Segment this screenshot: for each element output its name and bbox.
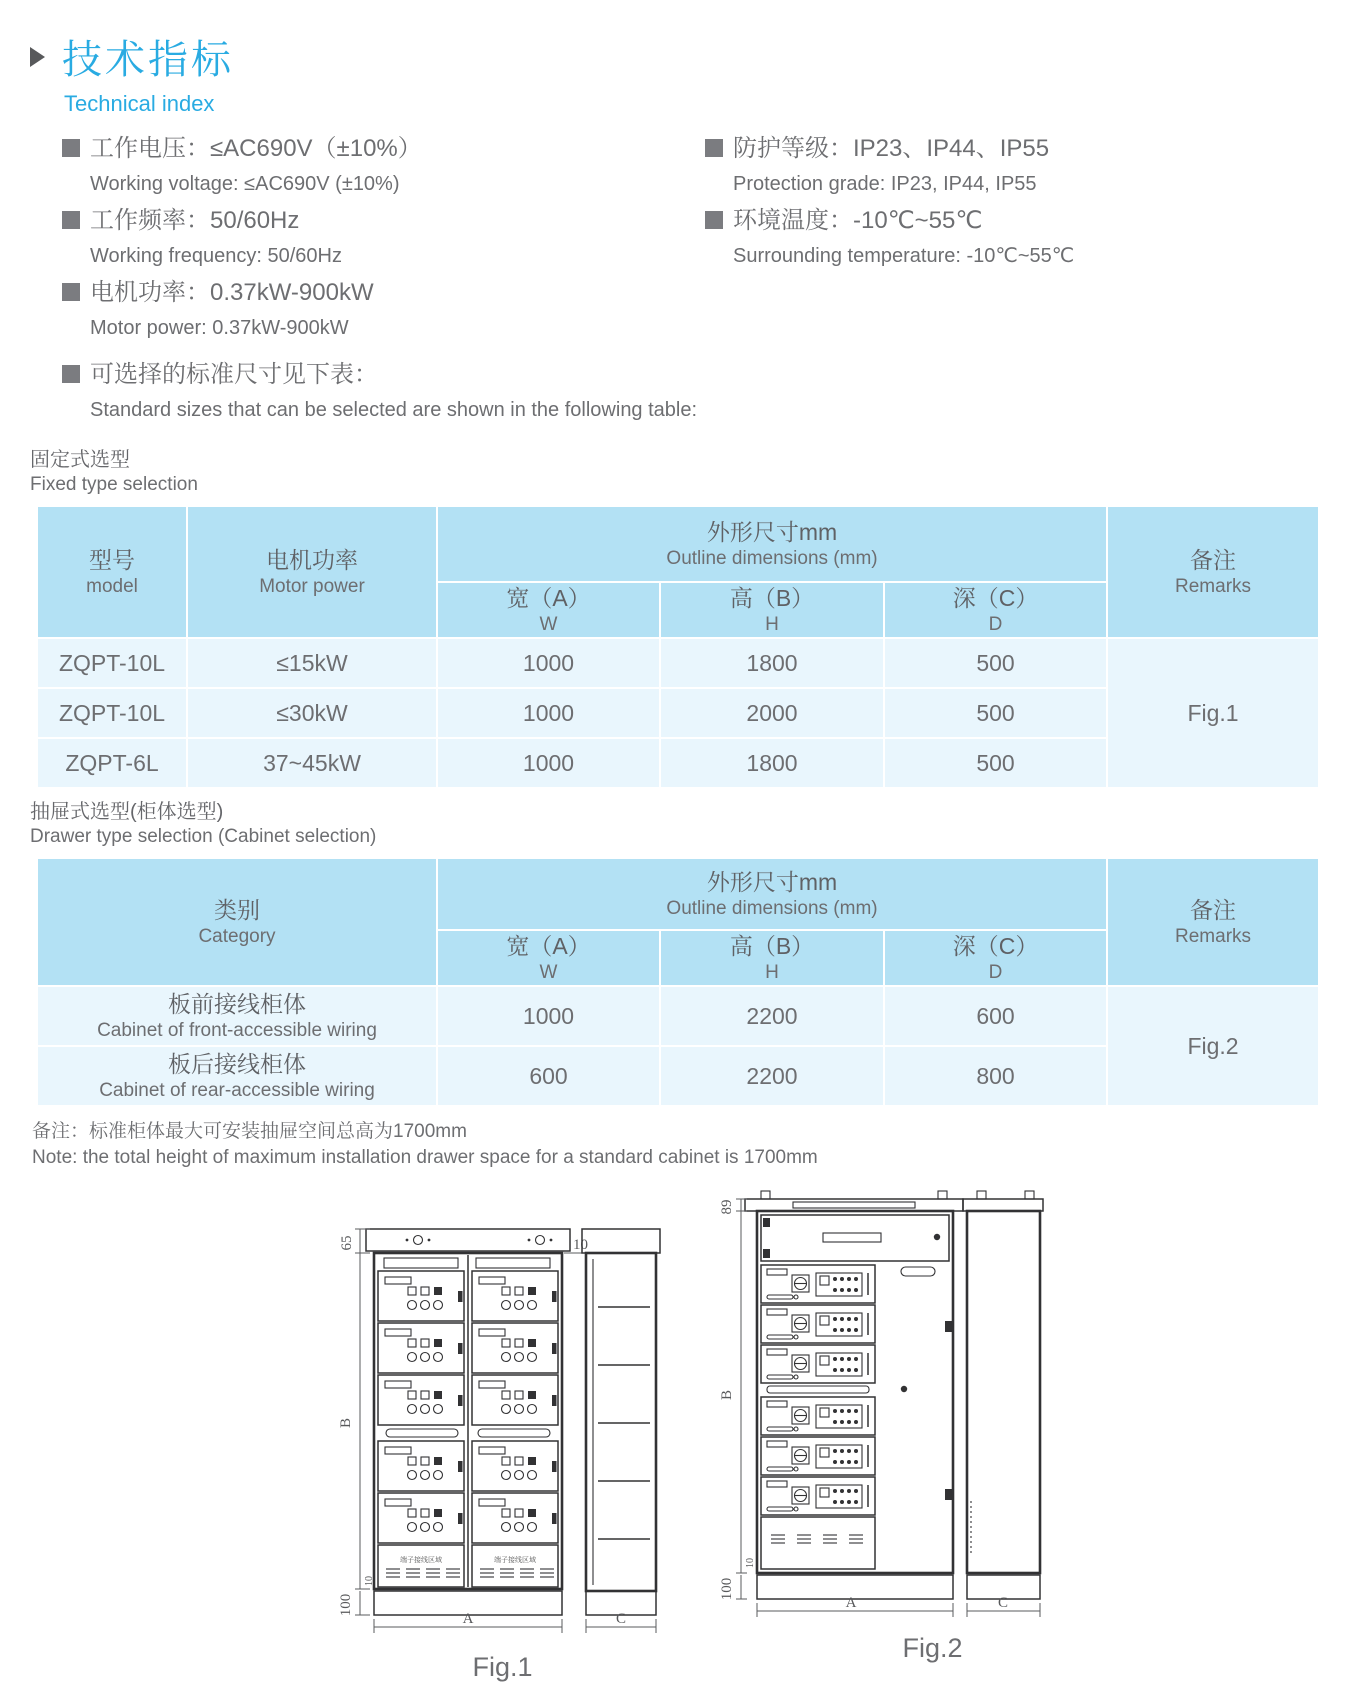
header-width: 宽（A） W <box>438 583 659 637</box>
spec-zh: 工作频率：50/60Hz <box>90 207 300 234</box>
cell-model: ZQPT-10L <box>38 639 186 687</box>
figures <box>0 1171 1357 1691</box>
cell-model: ZQPT-6L <box>38 739 186 787</box>
bullet-square-icon <box>62 283 80 301</box>
fig1-dim-10-small: 10 <box>364 1576 375 1586</box>
cell-category: 板前接线柜体 Cabinet of front-accessible wiring <box>38 987 436 1045</box>
fig2-dim-89: 89 <box>719 1199 735 1215</box>
fig1-drawing <box>330 1215 675 1645</box>
fig1-caption: Fig.1 <box>472 1652 533 1682</box>
fig1-dim-A: A <box>462 1611 474 1627</box>
fig2-caption: Fig.2 <box>902 1633 963 1663</box>
fixed-type-table <box>36 505 1320 789</box>
section-marker-icon <box>30 47 45 67</box>
fig2-dim-B: B <box>719 1389 735 1401</box>
header-depth: 深（C） D <box>885 583 1106 637</box>
cell-depth: 500 <box>885 689 1106 737</box>
header-depth: 深（C） D <box>885 931 1106 985</box>
cell-model: ZQPT-10L <box>38 689 186 737</box>
spec-zh: 可选择的标准尺寸见下表： <box>90 361 378 388</box>
fig1-side-view <box>582 1229 660 1633</box>
cell-height: 2200 <box>661 987 883 1045</box>
cell-width: 1000 <box>438 987 659 1045</box>
fig2-front-view <box>745 1191 963 1599</box>
spec-en: Motor power: 0.37kW-900kW <box>90 317 349 339</box>
spec-item-standard-sizes <box>62 357 705 427</box>
page-subtitle: Technical index <box>64 91 215 116</box>
fig1-dim-B: B <box>338 1417 354 1429</box>
table-row <box>38 987 1318 1045</box>
section-label-zh: 抽屉式选型(柜体选型) <box>30 801 224 823</box>
cell-width: 1000 <box>438 639 659 687</box>
fig2-drawing <box>705 1171 1050 1626</box>
cell-depth: 600 <box>885 987 1106 1045</box>
header-height: 高（B） H <box>661 583 883 637</box>
header-remarks: 备注 Remarks <box>1108 507 1318 637</box>
spec-item-working-voltage <box>62 131 705 201</box>
cell-power: 37~45kW <box>188 739 436 787</box>
spec-item-protection-grade <box>705 131 1074 201</box>
figure-2 <box>705 1171 1050 1664</box>
fig1-dim-65: 65 <box>339 1235 355 1251</box>
spec-en: Working voltage: ≤AC690V (±10%) <box>90 173 400 195</box>
footnote-en: Note: the total height of maximum installation drawer space for a standard cabinet is 1700mm <box>32 1147 818 1168</box>
spec-en: Standard sizes that can be selected are shown in the following table: <box>90 399 698 421</box>
header-width: 宽（A） W <box>438 931 659 985</box>
spec-list-right <box>705 131 1074 429</box>
spec-zh: 防护等级：IP23、IP44、IP55 <box>733 135 1050 162</box>
cell-remarks: Fig.1 <box>1108 639 1318 787</box>
footnote-zh: 备注：标准柜体最大可安装抽屉空间总高为1700mm <box>32 1121 467 1142</box>
spec-zh: 工作电压：≤AC690V（±10%） <box>90 135 422 162</box>
fig1-dim-10: 10 <box>573 1237 588 1253</box>
fig1-dim-C: C <box>615 1611 627 1627</box>
cell-height: 2200 <box>661 1047 883 1105</box>
cell-height: 2000 <box>661 689 883 737</box>
cell-remarks: Fig.2 <box>1108 987 1318 1105</box>
cell-height: 1800 <box>661 639 883 687</box>
cell-power: ≤15kW <box>188 639 436 687</box>
header-category: 类别 Category <box>38 859 436 985</box>
table-row <box>38 639 1318 687</box>
cell-power: ≤30kW <box>188 689 436 737</box>
fig2-dim-100: 100 <box>719 1577 735 1601</box>
fixed-type-section-label <box>30 447 1357 497</box>
spec-item-surrounding-temperature <box>705 203 1074 273</box>
fig1-terminal-label: 端子接线区域 <box>400 1557 442 1564</box>
spec-item-working-frequency <box>62 203 705 273</box>
header-outline-dimensions: 外形尺寸mm Outline dimensions (mm) <box>438 507 1106 581</box>
spec-en: Working frequency: 50/60Hz <box>90 245 342 267</box>
bullet-square-icon <box>705 139 723 157</box>
cell-depth: 800 <box>885 1047 1106 1105</box>
bullet-square-icon <box>62 139 80 157</box>
fig2-dim-C: C <box>997 1595 1009 1611</box>
header-model: 型号 model <box>38 507 186 637</box>
figure-1 <box>330 1215 675 1683</box>
spec-zh: 电机功率：0.37kW-900kW <box>90 279 374 306</box>
doc-header <box>0 0 1357 117</box>
spec-en: Surrounding temperature: -10℃~55℃ <box>733 245 1075 267</box>
bullet-square-icon <box>62 211 80 229</box>
spec-list-left <box>62 131 705 429</box>
fig2-side-view <box>963 1191 1043 1617</box>
spec-list <box>62 131 1357 429</box>
fig1-terminal-label: 端子接线区域 <box>494 1557 536 1564</box>
cell-category: 板后接线柜体 Cabinet of rear-accessible wiring <box>38 1047 436 1105</box>
fig1-dim-100: 100 <box>338 1593 354 1617</box>
header-remarks: 备注 Remarks <box>1108 859 1318 985</box>
fig1-front-view <box>366 1229 570 1615</box>
bullet-square-icon <box>62 365 80 383</box>
cell-width: 1000 <box>438 689 659 737</box>
footnote <box>32 1119 1357 1171</box>
section-label-zh: 固定式选型 <box>30 449 130 471</box>
header-outline-dimensions: 外形尺寸mm Outline dimensions (mm) <box>438 859 1106 929</box>
spec-en: Protection grade: IP23, IP44, IP55 <box>733 173 1037 195</box>
page-title: 技术指标 <box>62 38 234 82</box>
cell-height: 1800 <box>661 739 883 787</box>
drawer-type-section-label <box>30 799 1357 849</box>
drawer-type-table <box>36 857 1320 1107</box>
header-height: 高（B） H <box>661 931 883 985</box>
fig2-dim-10-small: 10 <box>745 1558 756 1568</box>
section-label-en: Drawer type selection (Cabinet selection) <box>30 826 377 847</box>
spec-item-motor-power <box>62 275 705 345</box>
bullet-square-icon <box>705 211 723 229</box>
cell-width: 600 <box>438 1047 659 1105</box>
cell-depth: 500 <box>885 739 1106 787</box>
cell-width: 1000 <box>438 739 659 787</box>
section-label-en: Fixed type selection <box>30 474 198 495</box>
spec-zh: 环境温度：-10℃~55℃ <box>733 207 983 234</box>
fig2-dim-A: A <box>845 1595 857 1611</box>
header-motor-power: 电机功率 Motor power <box>188 507 436 637</box>
cell-depth: 500 <box>885 639 1106 687</box>
